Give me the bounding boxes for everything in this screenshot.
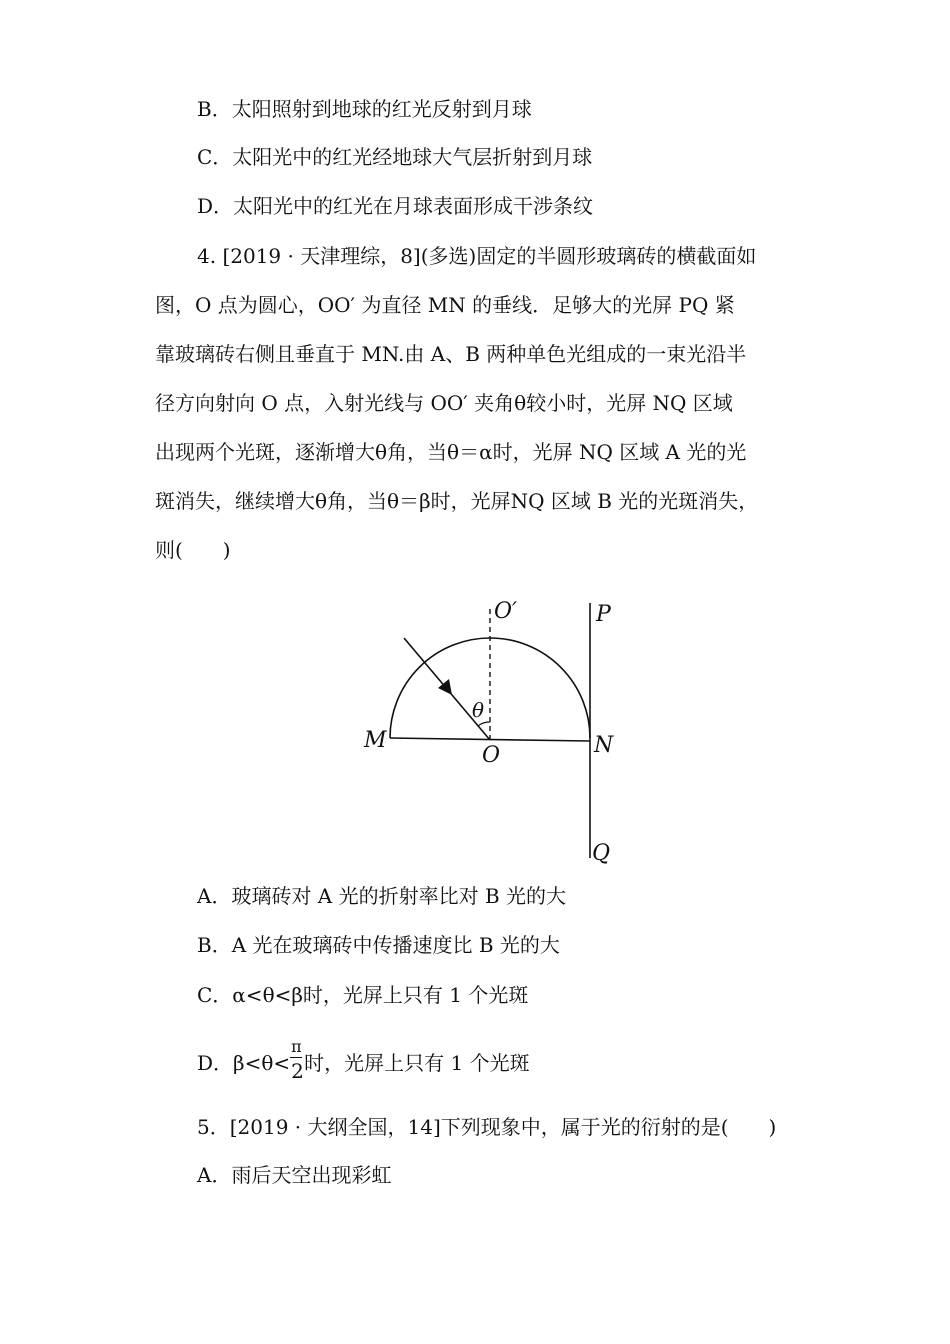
option-b-prev: B．太阳照射到地球的红光反射到月球 <box>197 97 532 121</box>
q4-option-a: A．玻璃砖对 A 光的折射率比对 B 光的大 <box>197 884 567 908</box>
pi-over-two-fraction <box>290 1037 304 1083</box>
fraction-numerator: π <box>291 1037 302 1056</box>
label-m: M <box>364 728 387 753</box>
option-d-prev: D．太阳光中的红光在月球表面形成干涉条纹 <box>197 194 594 218</box>
q4-option-c: C．α<θ<β时，光屏上只有 1 个光斑 <box>197 983 529 1007</box>
label-q: Q <box>592 841 611 866</box>
q5-stem: 5．[2019 · 大纲全国，14]下列现象中，属于光的衍射的是( ) <box>197 1115 777 1139</box>
theta-arc <box>478 722 490 726</box>
option-c-prev: C．太阳光中的红光经地球大气层折射到月球 <box>197 145 593 169</box>
q4-stem-line-4: 径方向射向 O 点，入射光线与 OO′ 夹角θ较小时，光屏 NQ 区域 <box>155 391 733 415</box>
label-o: O <box>482 743 501 768</box>
fraction-denominator: 2 <box>291 1059 304 1083</box>
q4-stem-line-7: 则( ) <box>155 538 231 562</box>
q4-option-b: B．A 光在玻璃砖中传播速度比 B 光的大 <box>197 933 560 957</box>
q4-option-d <box>197 1037 530 1083</box>
q4-option-d-prefix: D．β<θ< <box>197 1051 291 1075</box>
q4-stem-line-2: 图，O 点为圆心，OO′ 为直径 MN 的垂线．足够大的光屏 PQ 紧 <box>155 293 735 317</box>
q4-stem-line-1: 4. [2019 · 天津理综，8](多选)固定的半圆形玻璃砖的横截面如 <box>197 244 757 268</box>
q4-stem-line-3: 靠玻璃砖右侧且垂直于 MN.由 A、B 两种单色光组成的一束光沿半 <box>155 342 747 366</box>
label-theta: θ <box>472 698 485 722</box>
label-o-prime: O′ <box>494 599 518 624</box>
q4-stem-line-5: 出现两个光斑，逐渐增大θ角，当θ＝α时，光屏 NQ 区域 A 光的光 <box>155 440 747 464</box>
semicircle-arc <box>390 638 590 738</box>
q4-stem-line-6: 斑消失，继续增大θ角，当θ＝β时，光屏NQ 区域 B 光的光斑消失， <box>155 489 759 513</box>
q5-option-a: A．雨后天空出现彩虹 <box>197 1163 392 1187</box>
q4-option-d-suffix: 时，光屏上只有 1 个光斑 <box>304 1051 530 1075</box>
label-n: N <box>594 733 614 758</box>
label-p: P <box>596 602 611 627</box>
